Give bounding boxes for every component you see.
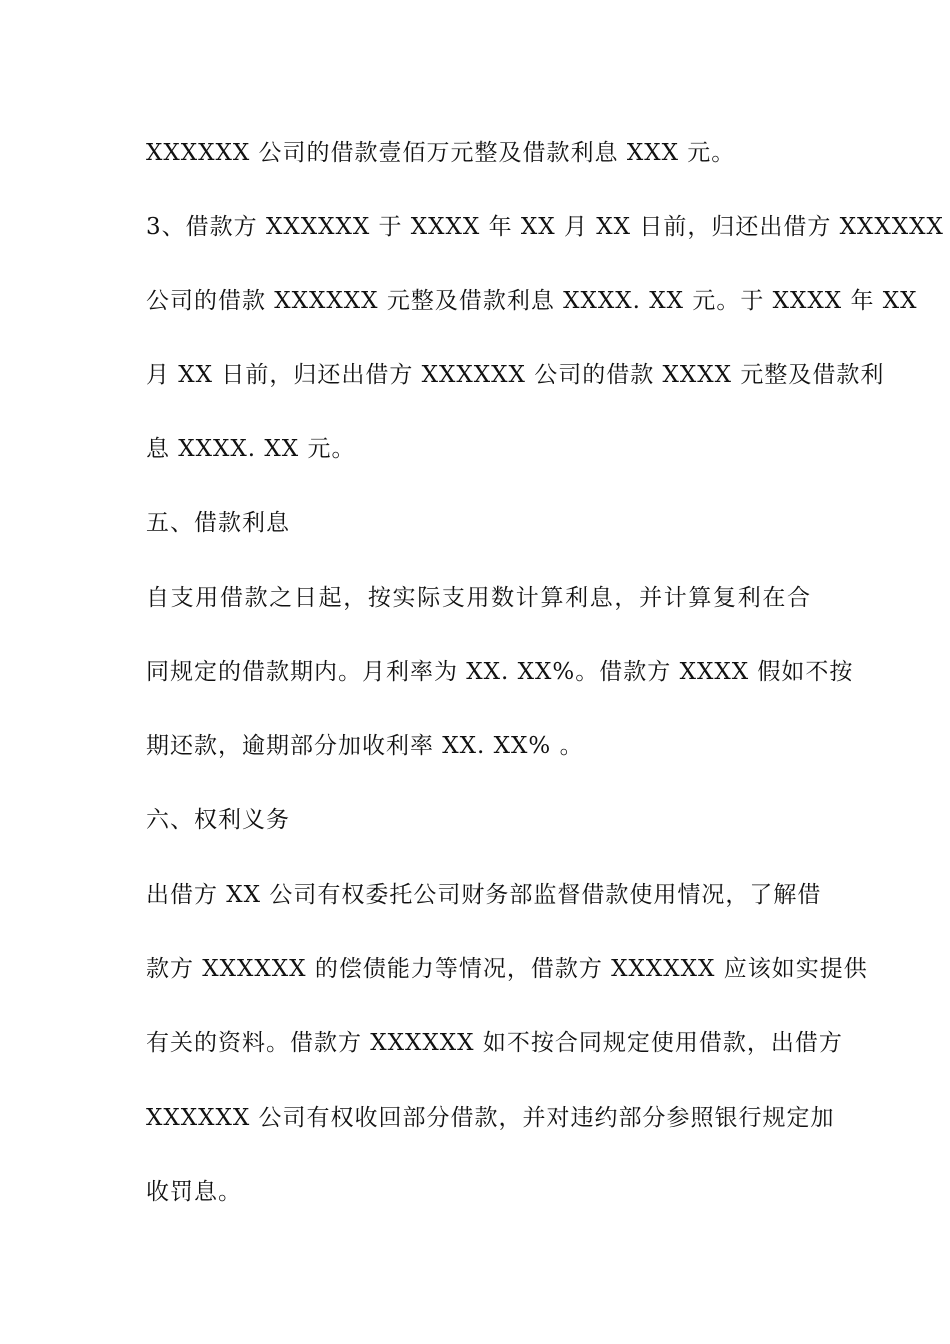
text-line: XXXXXX 公司有权收回部分借款，并对违约部分参照银行规定加 [146, 1105, 835, 1131]
text-line: 有关的资料。借款方 XXXXXX 如不按合同规定使用借款，出借方 [146, 1030, 843, 1056]
text-line: 息 XXXX. XX 元。 [146, 436, 356, 462]
text-line: 期还款，逾期部分加收利率 XX. XX% 。 [146, 733, 584, 759]
text-line: 款方 XXXXXX 的偿债能力等情况，借款方 XXXXXX 应该如实提供 [146, 956, 868, 982]
text-line: XXXXXX 公司的借款壹佰万元整及借款利息 XXX 元。 [146, 140, 736, 166]
section-heading: 六、权利义务 [146, 807, 290, 833]
text-line: 自支用借款之日起，按实际支用数计算利息，并计算复利在合 [146, 585, 811, 611]
text-line: 同规定的借款期内。月利率为 XX. XX%。借款方 XXXX 假如不按 [146, 659, 854, 685]
text-line: 收罚息。 [146, 1179, 242, 1205]
text-line: 出借方 XX 公司有权委托公司财务部监督借款使用情况，了解借 [146, 882, 822, 908]
section-heading: 五、借款利息 [146, 510, 290, 536]
text-line: 公司的借款 XXXXXX 元整及借款利息 XXXX. XX 元。于 XXXX 年 XX [146, 288, 918, 314]
text-line: 3、借款方 XXXXXX 于 XXXX 年 XX 月 XX 日前，归还出借方 XXXXXX [146, 214, 944, 240]
text-line: 月 XX 日前，归还出借方 XXXXXX 公司的借款 XXXX 元整及借款利 [146, 362, 885, 388]
